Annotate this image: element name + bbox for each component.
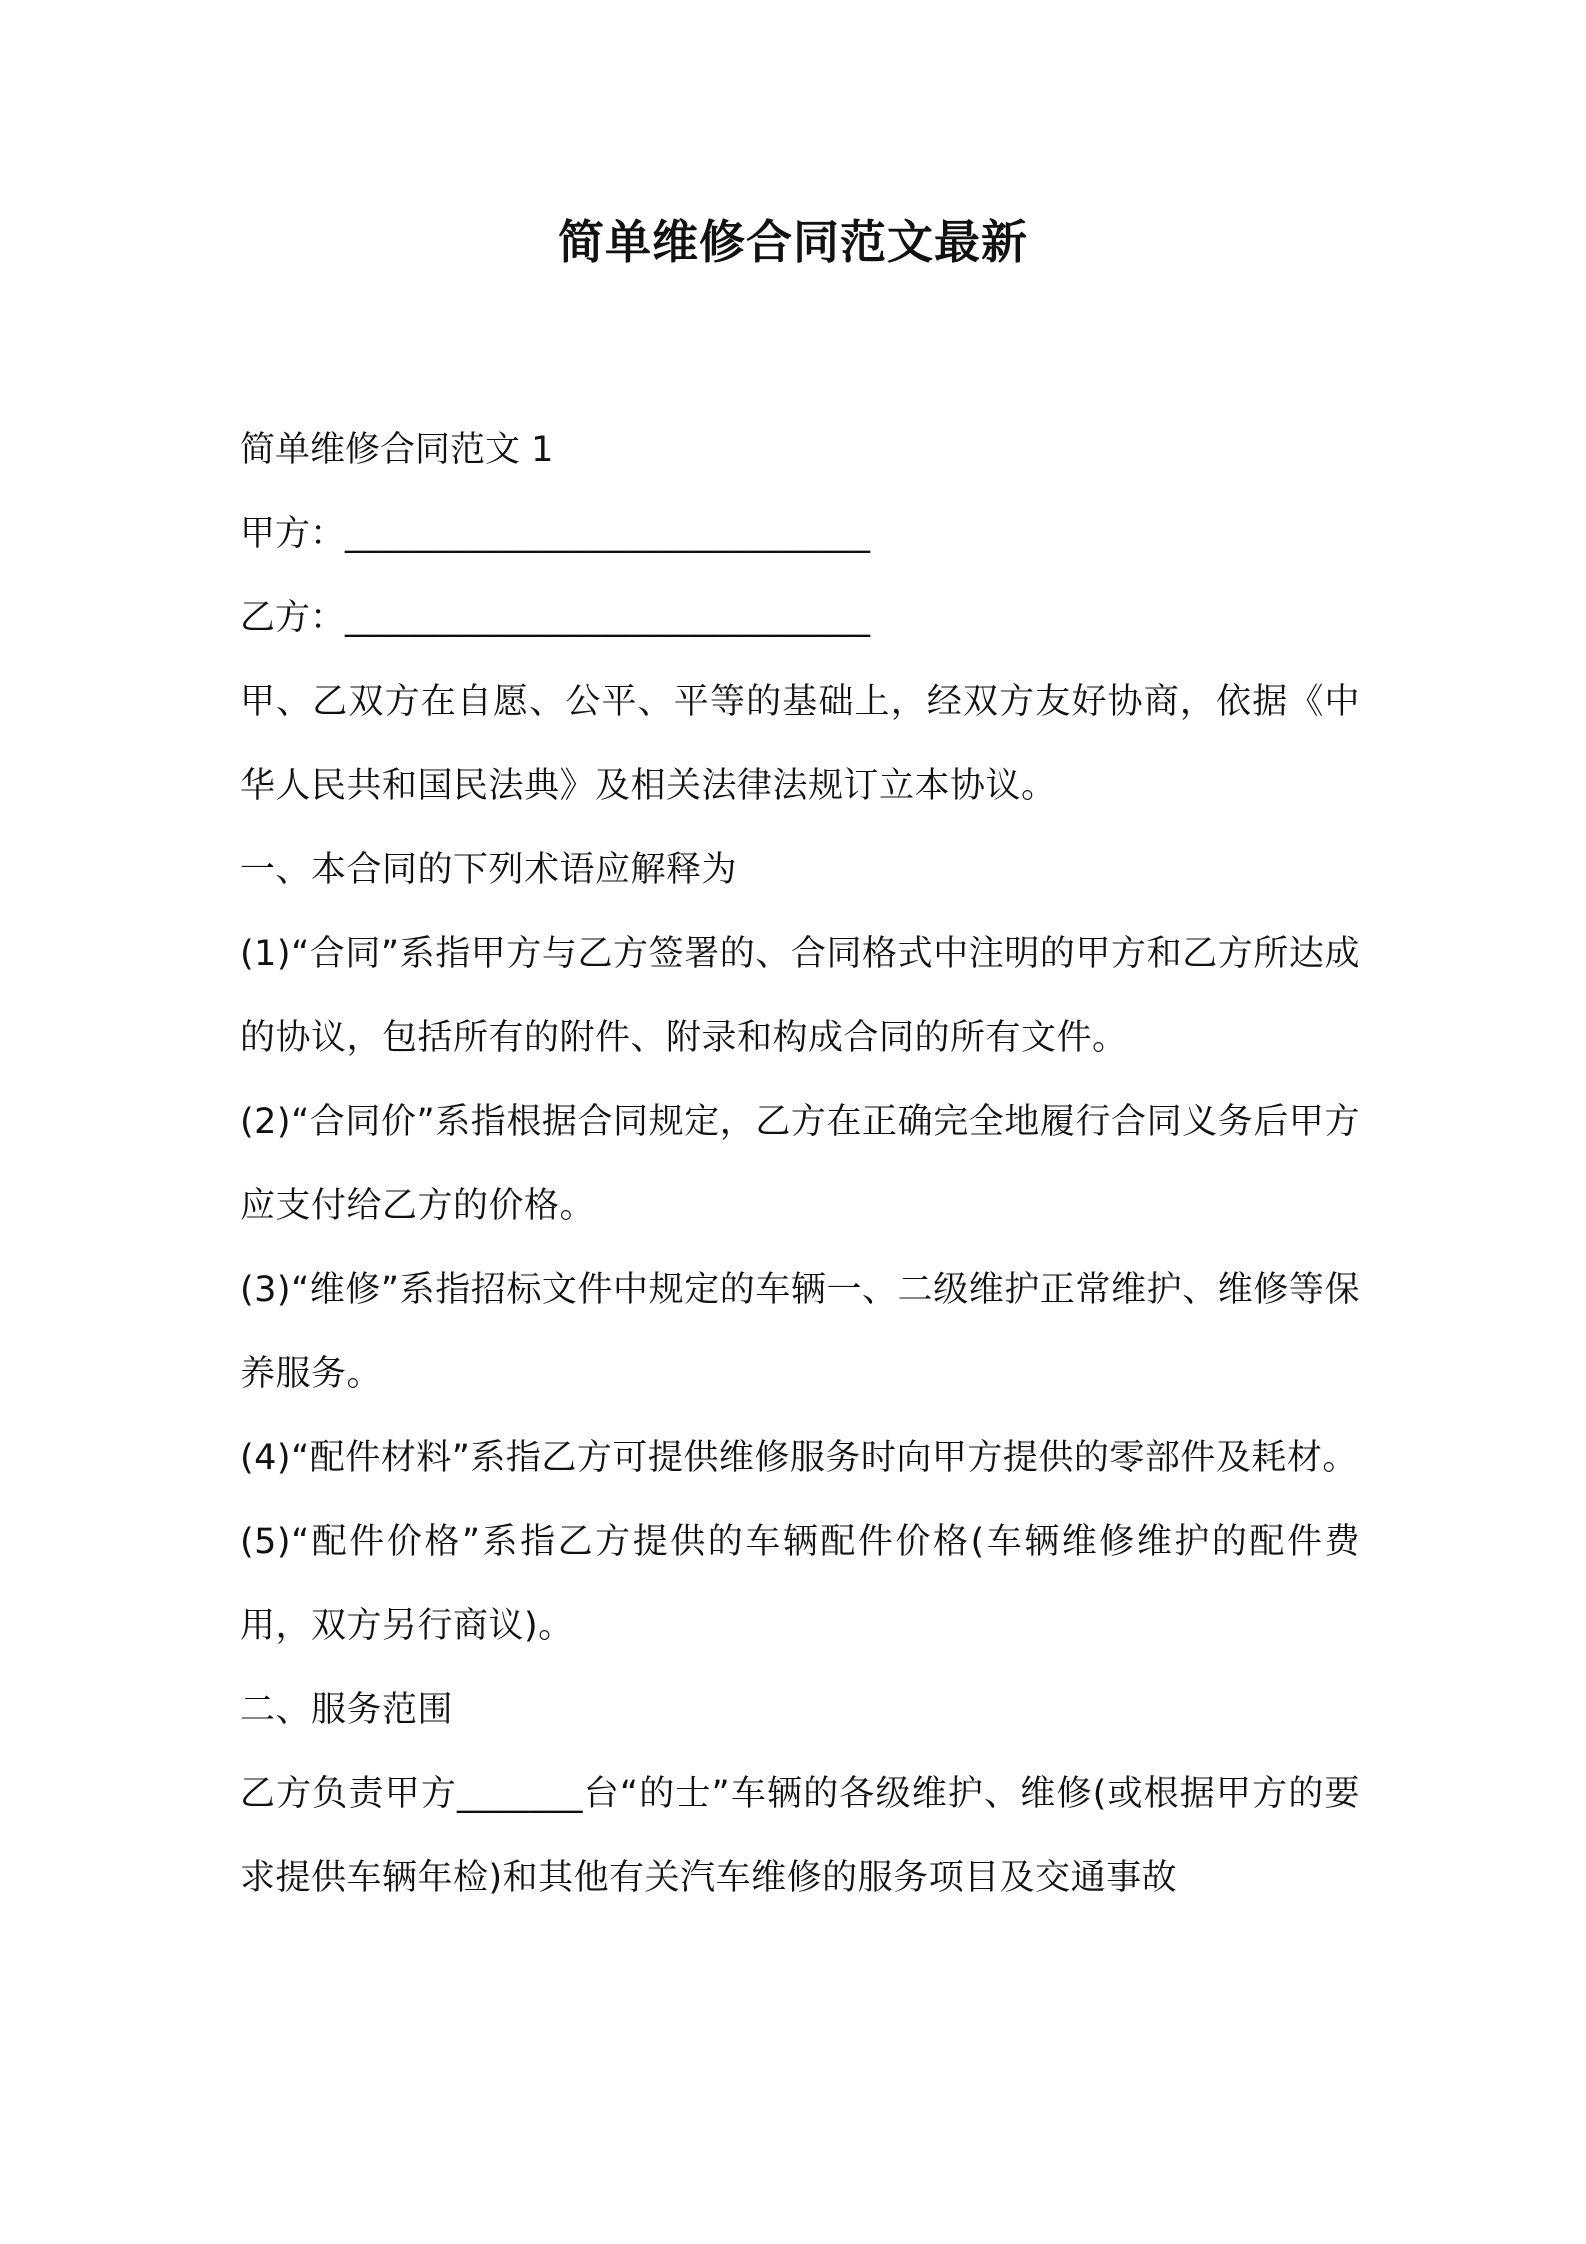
term-parts-materials: (4)“配件材料”系指乙方可提供维修服务时向甲方提供的零部件及耗材。 (240, 1438, 1358, 1478)
document-body (240, 408, 1360, 1920)
term-parts-price: (5)“配件价格”系指乙方提供的车辆配件价格(车辆维修维护的配件费用，双方另行商议)。 (240, 1522, 1360, 1646)
party-a-line: 甲方：______________________________ (240, 514, 871, 554)
section-heading: 简单维修合同范文 1 (240, 430, 554, 470)
clause-heading-terms: 一、本合同的下列术语应解释为 (240, 850, 738, 890)
party-b-line: 乙方：______________________________ (240, 598, 871, 638)
term-repair: (3)“维修”系指招标文件中规定的车辆一、二级维护正常维护、维修等保养服务。 (240, 1270, 1360, 1394)
scope-paragraph: 乙方负责甲方_______台“的士”车辆的各级维护、维修(或根据甲方的要求提供车辆年检)和其他有关汽车维修的服务项目及交通事故 (240, 1774, 1360, 1898)
clause-heading-scope: 二、服务范围 (240, 1690, 454, 1730)
document-title: 简单维修合同范文最新 (558, 215, 1028, 269)
term-contract-price: (2)“合同价”系指根据合同规定，乙方在正确完全地履行合同义务后甲方应支付给乙方的价格。 (240, 1102, 1360, 1226)
paragraph-preamble: 甲、乙双方在自愿、公平、平等的基础上，经双方友好协商，依据《中华人民共和国民法典》及相关法律法规订立本协议。 (240, 682, 1360, 806)
term-contract: (1)“合同”系指甲方与乙方签署的、合同格式中注明的甲方和乙方所达成的协议，包括所有的附件、附录和构成合同的所有文件。 (240, 934, 1360, 1058)
